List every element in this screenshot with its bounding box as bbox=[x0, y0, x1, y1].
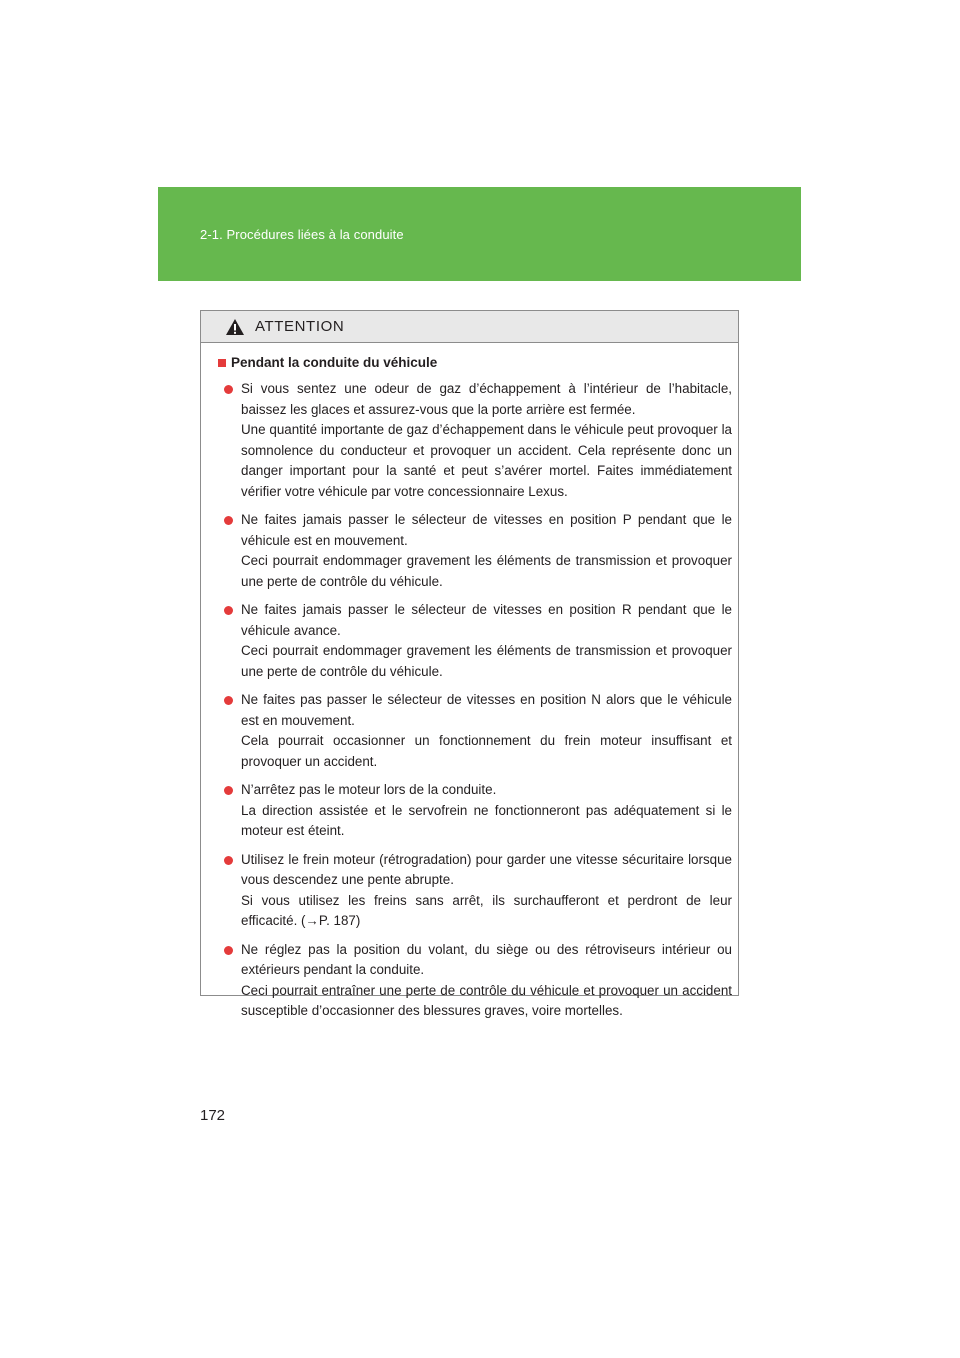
item-detail: Cela pourrait occasionner un fonctionnement du frein moteur insuffisant et provoquer un accident. bbox=[241, 733, 732, 769]
attention-box bbox=[200, 310, 739, 1018]
item-detail: Une quantité importante de gaz d’échappement dans le véhicule peut provoquer la somnolence du conducteur et provoquer un accident. Cela représente donc un danger important pour la santé et peut s’avérer mortel. Faites immédiatement vérifier votre véhicule par votre concessionnaire Lexus. bbox=[241, 422, 732, 499]
bullet-icon bbox=[224, 516, 233, 525]
item-text: Utilisez le frein moteur (rétrogradation) pour garder une vitesse sécuritaire lorsque vous descendez une pente abrupte. bbox=[241, 851, 732, 887]
item-text: Ne faites jamais passer le sélecteur de vitesses en position R pendant que le véhicule avance. bbox=[241, 602, 732, 638]
list-item bbox=[218, 940, 732, 1022]
item-detail: Ceci pourrait endommager gravement les éléments de transmission et provoquer une perte de contrôle du véhicule. bbox=[241, 553, 732, 589]
bullet-icon bbox=[224, 786, 233, 795]
item-text: N’arrêtez pas le moteur lors de la conduite. bbox=[241, 782, 497, 797]
subheading bbox=[218, 355, 732, 370]
item-detail: Ceci pourrait endommager gravement les éléments de transmission et provoquer une perte de contrôle du véhicule. bbox=[241, 643, 732, 679]
list-item bbox=[218, 690, 732, 772]
attention-header bbox=[201, 311, 738, 343]
item-text: Ne réglez pas la position du volant, du siège ou des rétroviseurs intérieur ou extérieurs pendant la conduite. bbox=[241, 941, 732, 977]
attention-body bbox=[201, 343, 738, 1022]
list-item bbox=[218, 379, 732, 502]
item-text: Ne faites pas passer le sélecteur de vitesses en position N alors que le véhicule est en mouvement. bbox=[241, 692, 732, 728]
item-text: Ne faites jamais passer le sélecteur de vitesses en position P pendant que le véhicule est en mouvement. bbox=[241, 512, 732, 548]
list-item bbox=[218, 780, 732, 842]
bullet-icon bbox=[224, 606, 233, 615]
item-detail: La direction assistée et le servofrein ne fonctionneront pas adéquatement si le moteur est éteint. bbox=[241, 802, 732, 838]
list-item bbox=[218, 510, 732, 592]
warning-triangle-icon bbox=[225, 318, 245, 336]
bullet-icon bbox=[224, 946, 233, 955]
item-text: Si vous sentez une odeur de gaz d’échappement à l’intérieur de l’habitacle, baissez les glaces et assurez-vous que la porte arrière est fermée. bbox=[241, 381, 732, 417]
bullet-icon bbox=[224, 385, 233, 394]
item-detail: Ceci pourrait entraîner une perte de contrôle du véhicule et provoquer un accident susceptible d’occasionner des blessures graves, voire mortelles. bbox=[241, 982, 732, 1018]
page-number: 172 bbox=[200, 1107, 226, 1124]
item-detail: Si vous utilisez les freins sans arrêt, ils surchaufferont et perdront de leur efficacité. (→P. 187) bbox=[241, 892, 732, 928]
list-item bbox=[218, 850, 732, 932]
attention-title: ATTENTION bbox=[255, 318, 345, 335]
subheading-text: Pendant la conduite du véhicule bbox=[231, 355, 438, 370]
bullet-icon bbox=[224, 856, 233, 865]
bullet-icon bbox=[224, 696, 233, 705]
section-title: 2-1. Procédures liées à la conduite bbox=[200, 227, 404, 242]
square-bullet-icon bbox=[218, 359, 226, 367]
list-item bbox=[218, 600, 732, 682]
